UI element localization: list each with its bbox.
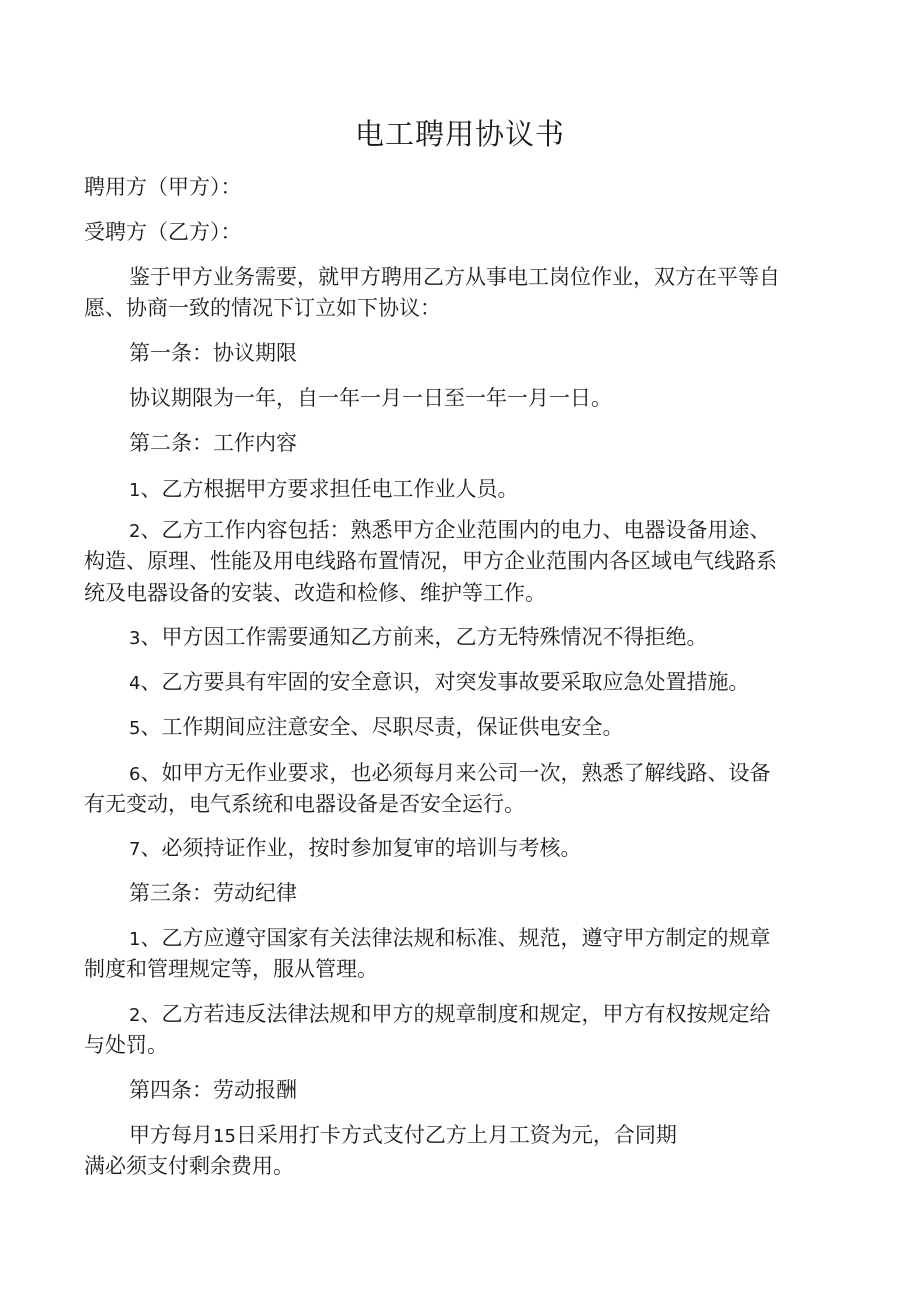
article-3-heading: 第三条：劳动纪律 bbox=[129, 881, 297, 905]
article-4-text-line-2: 满必须支付剩余费用。 bbox=[84, 1154, 294, 1178]
article-2-item-5 bbox=[129, 711, 899, 745]
item-text: 、乙方若违反法律法规和甲方的规章制度和规定，甲方有权按规定给 bbox=[140, 1002, 771, 1026]
item-text: 、乙方根据甲方要求担任电工作业人员。 bbox=[140, 477, 519, 501]
intro-paragraph-line-1: 鉴于甲方业务需要，就甲方聘用乙方从事电工岗位作业，双方在平等自 bbox=[129, 265, 780, 289]
item-number: 7 bbox=[129, 839, 141, 860]
article-4-text-post: 日采用打卡方式支付乙方上月工资为元，合同期 bbox=[235, 1123, 677, 1147]
item-text: 、乙方工作内容包括：熟悉甲方企业范围内的电力、电器设备用途、 bbox=[140, 518, 771, 542]
item-number: 6 bbox=[129, 764, 141, 785]
item-number: 1 bbox=[129, 929, 141, 950]
article-3-item-1 bbox=[129, 922, 899, 956]
article-2-item-2-line-2: 构造、原理、性能及用电线路布置情况，甲方企业范围内各区域电气线路系 bbox=[84, 549, 777, 573]
employee-label: 受聘方（乙方）： bbox=[84, 220, 242, 244]
item-text: 、工作期间应注意安全、尽职尽责，保证供电安全。 bbox=[140, 715, 624, 739]
article-4-text-pre: 甲方每月 bbox=[129, 1123, 213, 1147]
item-text: 、乙方应遵守国家有关法律法规和标准、规范，遵守甲方制定的规章 bbox=[140, 926, 771, 950]
article-2-item-2-line-3: 统及电器设备的安装、改造和检修、维护等工作。 bbox=[84, 581, 546, 605]
item-number: 5 bbox=[129, 718, 141, 739]
item-text: 、必须持证作业，按时参加复审的培训与考核。 bbox=[140, 836, 582, 860]
item-number: 4 bbox=[129, 673, 141, 694]
pay-day-number: 15 bbox=[213, 1126, 236, 1147]
article-2-item-6-line-2: 有无变动，电气系统和电器设备是否安全运行。 bbox=[84, 792, 525, 816]
item-number: 3 bbox=[129, 628, 141, 649]
employer-label: 聘用方（甲方）： bbox=[84, 175, 242, 199]
article-2-item-4 bbox=[129, 666, 899, 700]
item-number: 1 bbox=[129, 480, 141, 501]
item-number: 2 bbox=[129, 1005, 141, 1026]
article-2-item-6 bbox=[129, 757, 899, 791]
article-1-heading: 第一条：协议期限 bbox=[129, 341, 297, 365]
article-3-item-2 bbox=[129, 998, 899, 1032]
article-2-item-3 bbox=[129, 621, 899, 655]
article-4-heading: 第四条：劳动报酬 bbox=[129, 1078, 297, 1102]
article-3-item-2-line-2: 与处罚。 bbox=[84, 1033, 168, 1057]
intro-paragraph-line-2: 愿、协商一致的情况下订立如下协议： bbox=[84, 296, 441, 320]
article-2-item-7 bbox=[129, 832, 899, 866]
item-text: 、乙方要具有牢固的安全意识，对突发事故要采取应急处置措施。 bbox=[140, 670, 750, 694]
item-text: 、如甲方无作业要求，也必须每月来公司一次，熟悉了解线路、设备 bbox=[140, 761, 771, 785]
item-text: 、甲方因工作需要通知乙方前来，乙方无特殊情况不得拒绝。 bbox=[140, 625, 708, 649]
article-4-text bbox=[129, 1119, 899, 1153]
article-1-text: 协议期限为一年，自一年一月一日至一年一月一日。 bbox=[129, 386, 612, 410]
article-2-item-1 bbox=[129, 473, 899, 507]
item-number: 2 bbox=[129, 521, 141, 542]
article-3-item-1-line-2: 制度和管理规定等，服从管理。 bbox=[84, 957, 378, 981]
article-2-item-2 bbox=[129, 514, 899, 548]
document-title: 电工聘用协议书 bbox=[354, 117, 565, 151]
article-2-heading: 第二条：工作内容 bbox=[129, 431, 297, 455]
